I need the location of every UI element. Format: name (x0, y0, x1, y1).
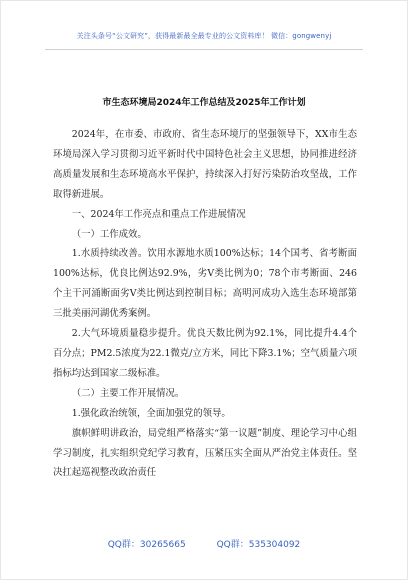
document-body (53, 125, 357, 483)
qq-group-2: QQ群：535304092 (216, 540, 301, 550)
section-heading: 一、2024年工作亮点和重点工作进展情况 (71, 208, 246, 220)
qq-group-1: QQ群：30265665 (107, 540, 186, 550)
body-paragraph: 旗帜鲜明讲政治，局党组严格落实“第一议题”制度、理论学习中心组学习制度，扎实组织党纪学习教育，压紧压实全面从严治党主体责任。坚决扛起巡视整改政治责任 (53, 427, 357, 479)
footer (1, 537, 407, 550)
subsection-heading: （一）工作成效。 (71, 228, 147, 240)
water-quality-paragraph: 1.水质持续改善。饮用水源地水质100%达标；14个国考、省考断面100%达标，优良比例达92.9%，劣Ⅴ类比例为0；78个市考断面、246个主干河涌断面劣Ⅴ类比例达到控制目标；高明河成功入选生态环境部第三批美丽河湖优秀案例。 (53, 248, 357, 320)
intro-paragraph: 2024年，在市委、市政府、省生态环境厅的坚强领导下，XX市生态环境局深入学习贯彻习近平新时代中国特色社会主义思想，协同推进经济高质量发展和生态环境高水平保护，持续深入打好污染防治攻坚战，工作取得新进展。 (53, 129, 357, 200)
subsection-heading: （二）主要工作开展情况。 (71, 387, 185, 399)
header-divider (45, 49, 363, 50)
item-heading: 1.强化政治统领，全面加强党的领导。 (71, 407, 231, 419)
header-banner: 关注头条号“公文研究”，获得最新最全最专业的公文资料库！ 微信：gongwenyj (76, 32, 332, 40)
document-title: 市生态环境局2024年工作总结及2025年工作计划 (102, 98, 306, 108)
air-quality-paragraph: 2.大气环境质量稳步提升。优良天数比例为92.1%，同比提升4.4个百分点；PM2.5浓度为22.1微克/立方米，同比下降3.1%；空气质量六项指标均达到国家二级标准。 (53, 328, 357, 379)
